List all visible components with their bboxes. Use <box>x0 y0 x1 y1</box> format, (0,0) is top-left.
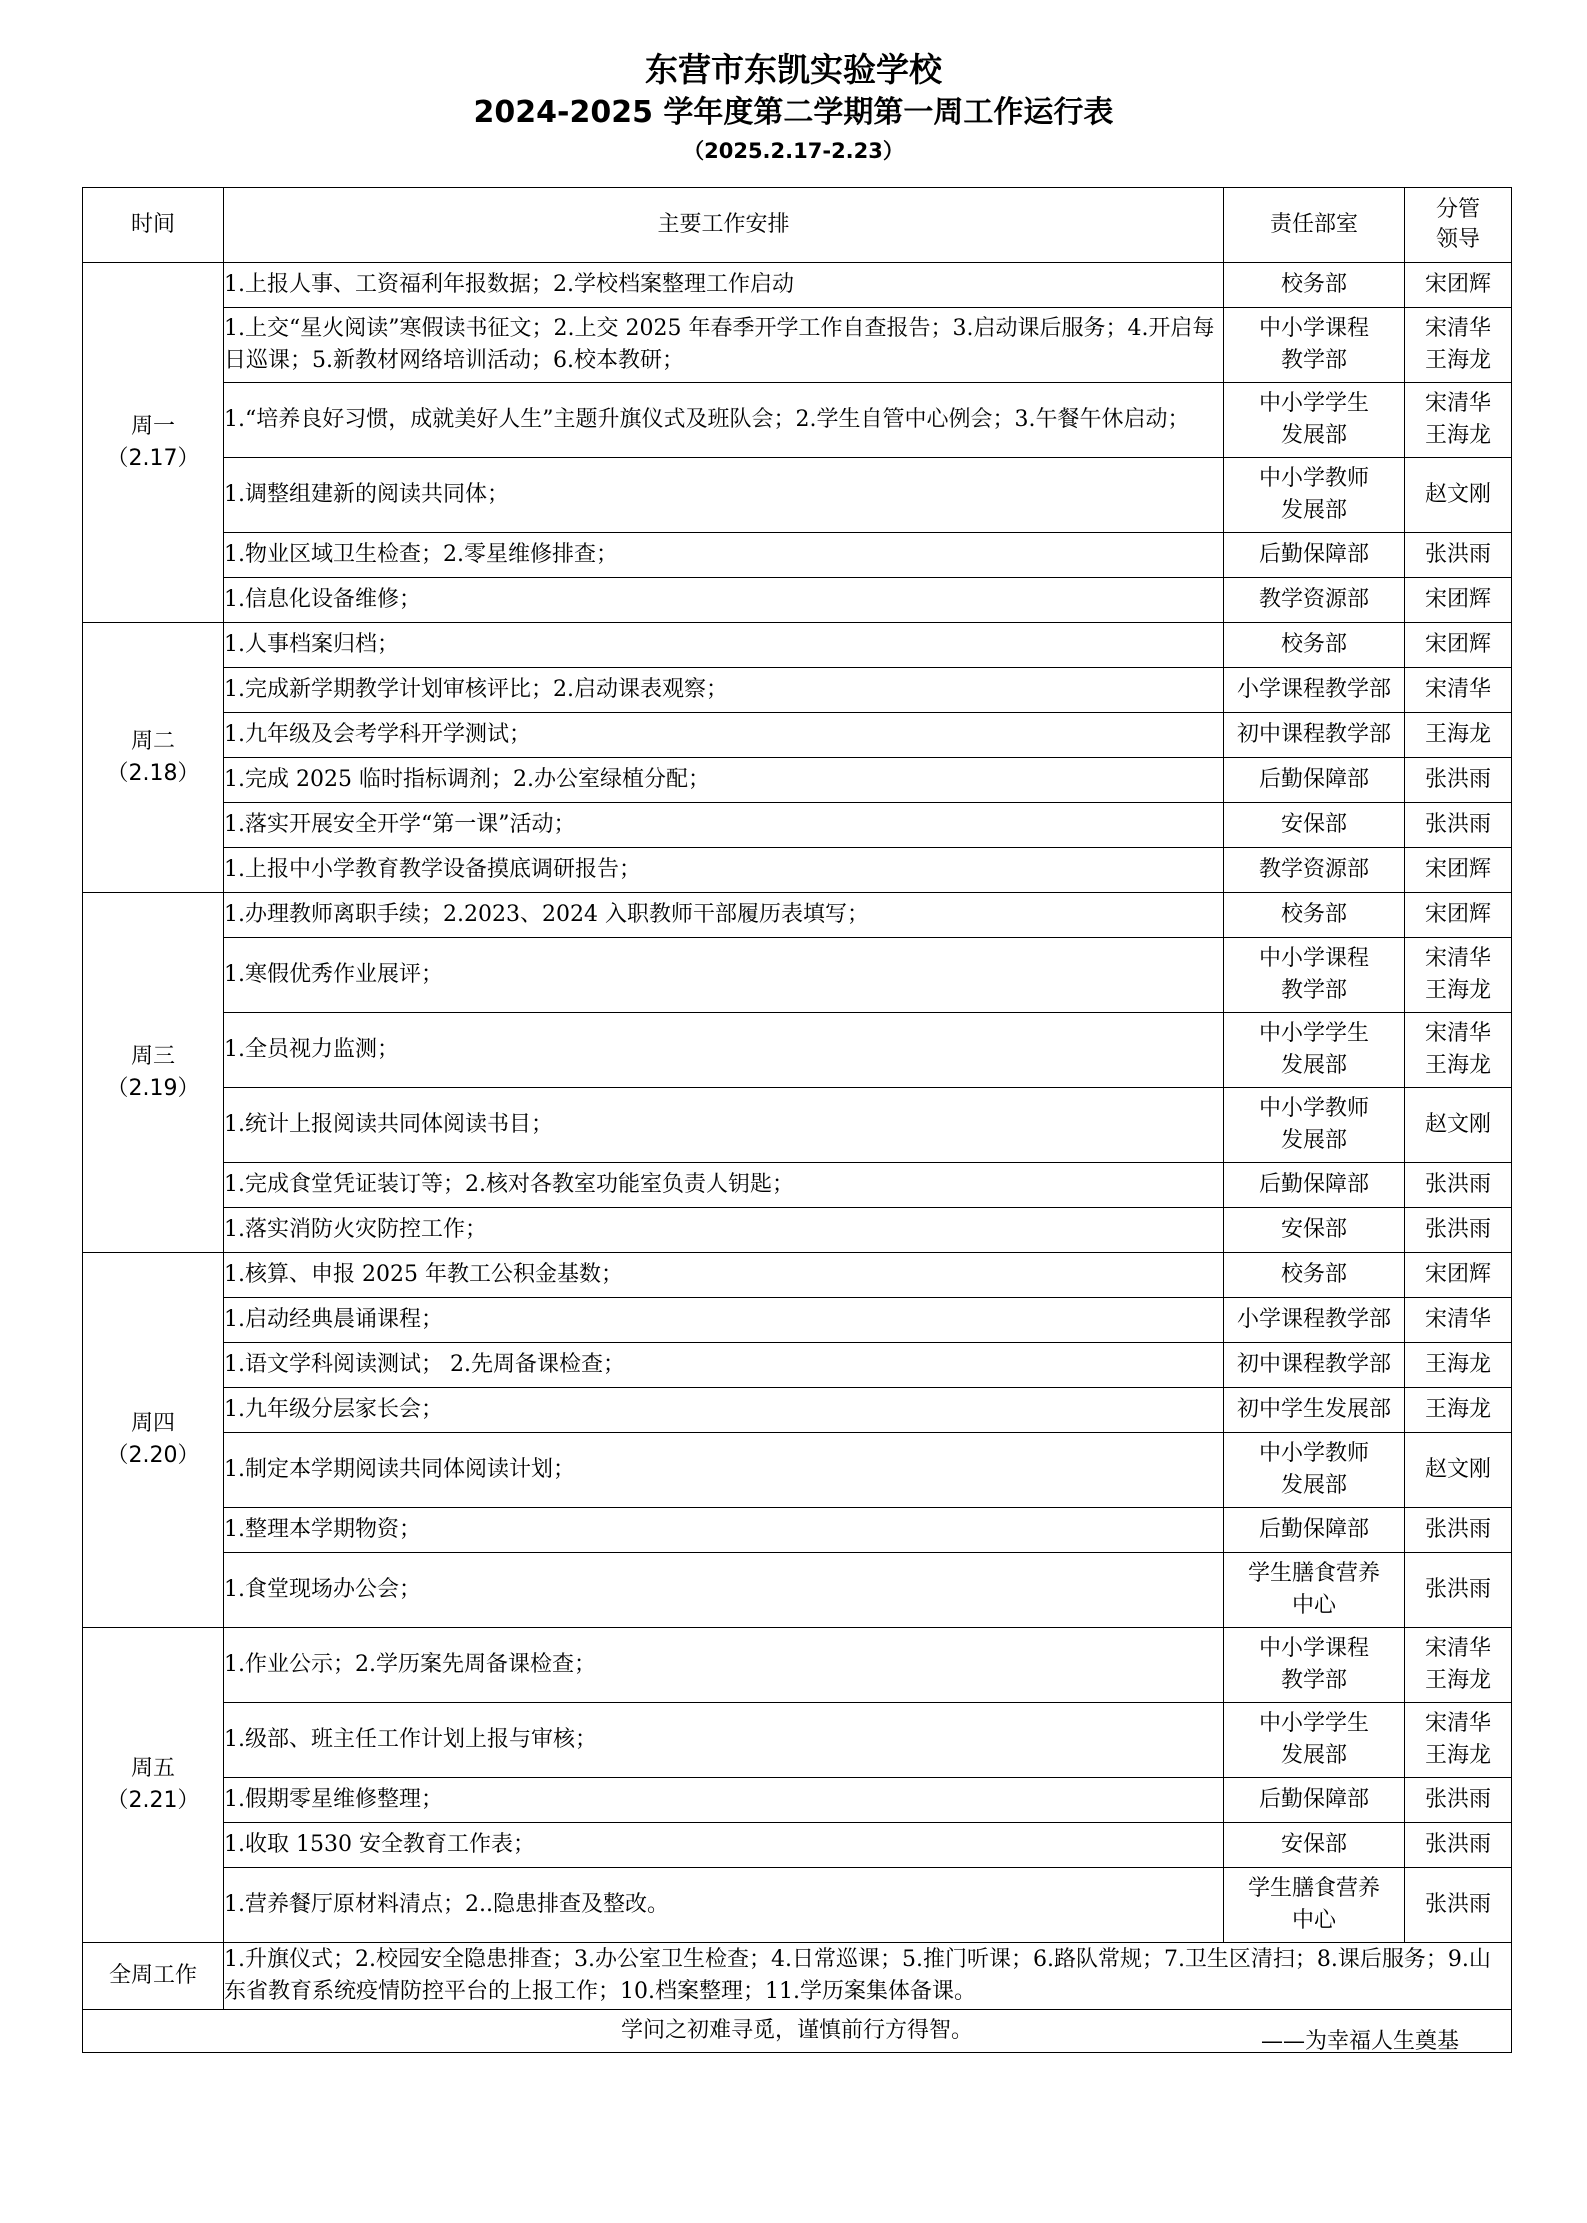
leader-name: 宋清华 <box>1424 391 1491 416</box>
leader-cell <box>1405 1703 1512 1778</box>
task-cell: 1.语文学科阅读测试； 2.先周备课检查； <box>224 1343 1224 1388</box>
col-header-leader <box>1405 188 1512 263</box>
dept-cell <box>1224 893 1405 938</box>
leader-cell <box>1405 893 1512 938</box>
task-cell: 1.启动经典晨诵课程； <box>224 1298 1224 1343</box>
leader-cell <box>1405 1823 1512 1868</box>
dept-text: 安保部 <box>1280 812 1347 837</box>
table-row <box>83 668 1512 713</box>
task-cell: 1.统计上报阅读共同体阅读书目； <box>224 1088 1224 1163</box>
dept-cell <box>1224 848 1405 893</box>
dept-cell <box>1224 758 1405 803</box>
table-row <box>83 893 1512 938</box>
dept-text: 中小学教师 <box>1258 466 1369 491</box>
task-cell: 1.完成食堂凭证装订等；2.核对各教室功能室负责人钥匙； <box>224 1163 1224 1208</box>
col-header-leader-line2: 领导 <box>1435 227 1480 252</box>
day-name: 周一 <box>130 413 175 439</box>
task-cell: 1.寒假优秀作业展评； <box>224 938 1224 1013</box>
dept-text: 教学资源部 <box>1258 857 1369 882</box>
leader-name: 宋清华 <box>1424 316 1491 341</box>
dept-text: 中小学学生 <box>1258 1711 1369 1736</box>
leader-cell <box>1405 383 1512 458</box>
leader-name: 张洪雨 <box>1424 542 1491 567</box>
day-date: （2.20） <box>106 1443 200 1468</box>
leader-name: 王海龙 <box>1424 423 1491 448</box>
dept-cell <box>1224 458 1405 533</box>
leader-name: 张洪雨 <box>1424 1892 1491 1917</box>
leader-cell <box>1405 1298 1512 1343</box>
leader-cell <box>1405 1163 1512 1208</box>
leader-name: 宋团辉 <box>1424 857 1491 882</box>
dept-text: 中小学学生 <box>1258 391 1369 416</box>
leader-cell <box>1405 308 1512 383</box>
leader-cell <box>1405 803 1512 848</box>
dept-cell <box>1224 1628 1405 1703</box>
table-row <box>83 1778 1512 1823</box>
dept-text: 发展部 <box>1280 1053 1347 1078</box>
day-date: （2.21） <box>106 1788 200 1813</box>
table-row <box>83 1823 1512 1868</box>
dept-text: 校务部 <box>1280 272 1347 297</box>
dept-text: 后勤保障部 <box>1258 1172 1369 1197</box>
table-row <box>83 1508 1512 1553</box>
leader-cell <box>1405 1778 1512 1823</box>
dept-text: 中心 <box>1291 1593 1336 1618</box>
leader-cell <box>1405 1868 1512 1943</box>
leader-name: 宋清华 <box>1424 1711 1491 1736</box>
col-header-tasks: 主要工作安排 <box>224 188 1224 263</box>
dept-text: 后勤保障部 <box>1258 1787 1369 1812</box>
dept-cell <box>1224 1388 1405 1433</box>
dept-text: 中小学课程 <box>1258 316 1369 341</box>
task-cell: 1.落实消防火灾防控工作； <box>224 1208 1224 1253</box>
motto: 学问之初难寻觅，谨慎前行方得智。 <box>83 2010 1512 2053</box>
header-row <box>83 188 1512 263</box>
leader-cell <box>1405 1628 1512 1703</box>
task-cell: 1.作业公示；2.学历案先周备课检查； <box>224 1628 1224 1703</box>
leader-cell <box>1405 1433 1512 1508</box>
dept-cell <box>1224 1208 1405 1253</box>
task-cell: 1.上报中小学教育教学设备摸底调研报告； <box>224 848 1224 893</box>
table-row <box>83 803 1512 848</box>
dept-text: 发展部 <box>1280 423 1347 448</box>
table-row <box>83 758 1512 803</box>
dept-cell <box>1224 1433 1405 1508</box>
leader-name: 赵文刚 <box>1424 1457 1491 1482</box>
task-cell: 1.上报人事、工资福利年报数据；2.学校档案整理工作启动 <box>224 263 1224 308</box>
leader-cell <box>1405 578 1512 623</box>
day-date: （2.19） <box>106 1075 200 1101</box>
dept-text: 教学部 <box>1280 348 1347 373</box>
leader-name: 张洪雨 <box>1424 1832 1491 1857</box>
date-range: （2025.2.17-2.23） <box>683 139 904 163</box>
leader-name: 宋团辉 <box>1424 587 1491 612</box>
table-row <box>83 533 1512 578</box>
dept-cell <box>1224 1703 1405 1778</box>
leader-name: 王海龙 <box>1424 978 1491 1003</box>
table-row <box>83 383 1512 458</box>
task-cell: 1.人事档案归档； <box>224 623 1224 668</box>
day-name: 周五 <box>130 1756 175 1781</box>
table-row <box>83 1343 1512 1388</box>
dept-text: 安保部 <box>1280 1217 1347 1242</box>
task-cell: 1.整理本学期物资； <box>224 1508 1224 1553</box>
dept-cell <box>1224 578 1405 623</box>
dept-text: 学生膳食营养 <box>1247 1561 1380 1586</box>
table-row <box>83 578 1512 623</box>
leader-name: 宋团辉 <box>1424 1262 1491 1287</box>
leader-cell <box>1405 1343 1512 1388</box>
leader-name: 宋团辉 <box>1424 272 1491 297</box>
col-header-leader-line1: 分管 <box>1435 197 1480 222</box>
dept-text: 教学资源部 <box>1258 587 1369 612</box>
task-cell: 1.九年级及会考学科开学测试； <box>224 713 1224 758</box>
dept-text: 校务部 <box>1280 902 1347 927</box>
leader-cell <box>1405 1388 1512 1433</box>
dept-text: 中小学课程 <box>1258 1636 1369 1661</box>
table-row <box>83 848 1512 893</box>
task-cell: 1.假期零星维修整理； <box>224 1778 1224 1823</box>
dept-text: 后勤保障部 <box>1258 542 1369 567</box>
dept-text: 后勤保障部 <box>1258 1517 1369 1542</box>
leader-cell <box>1405 533 1512 578</box>
dept-cell <box>1224 1343 1405 1388</box>
dept-cell <box>1224 623 1405 668</box>
task-cell: 1.制定本学期阅读共同体阅读计划； <box>224 1433 1224 1508</box>
task-cell: 1.级部、班主任工作计划上报与审核； <box>224 1703 1224 1778</box>
task-cell: 1.九年级分层家长会； <box>224 1388 1224 1433</box>
table-row <box>83 1433 1512 1508</box>
dept-text: 教学部 <box>1280 1668 1347 1693</box>
leader-name: 宋团辉 <box>1424 632 1491 657</box>
task-cell: 1.信息化设备维修； <box>224 578 1224 623</box>
leader-name: 王海龙 <box>1424 1352 1491 1377</box>
leader-cell <box>1405 1253 1512 1298</box>
task-cell: 1.“培养良好习惯，成就美好人生”主题升旗仪式及班队会；2.学生自管中心例会；3.午餐午休启动； <box>224 383 1224 458</box>
dept-text: 后勤保障部 <box>1258 767 1369 792</box>
dept-text: 中小学教师 <box>1258 1096 1369 1121</box>
leader-name: 宋团辉 <box>1424 902 1491 927</box>
leader-cell <box>1405 1553 1512 1628</box>
dept-cell <box>1224 1088 1405 1163</box>
schedule-table <box>82 187 1512 2053</box>
dept-cell <box>1224 1778 1405 1823</box>
dept-cell <box>1224 668 1405 713</box>
dept-cell <box>1224 1553 1405 1628</box>
table-row <box>83 1628 1512 1703</box>
day-cell <box>83 623 224 893</box>
task-cell: 1.物业区域卫生检查；2.零星维修排查； <box>224 533 1224 578</box>
leader-name: 赵文刚 <box>1424 482 1491 507</box>
leader-name: 王海龙 <box>1424 1053 1491 1078</box>
leader-cell <box>1405 1088 1512 1163</box>
col-header-time: 时间 <box>83 188 224 263</box>
leader-name: 宋清华 <box>1424 1021 1491 1046</box>
leader-name: 王海龙 <box>1424 1668 1491 1693</box>
leader-name: 王海龙 <box>1424 348 1491 373</box>
task-cell: 1.食堂现场办公会； <box>224 1553 1224 1628</box>
dept-cell <box>1224 263 1405 308</box>
dept-text: 初中课程教学部 <box>1236 722 1391 747</box>
dept-text: 小学课程教学部 <box>1236 1307 1391 1332</box>
leader-cell <box>1405 1508 1512 1553</box>
table-row <box>83 1868 1512 1943</box>
day-date: （2.18） <box>106 760 200 786</box>
day-cell <box>83 263 224 623</box>
table-row <box>83 1703 1512 1778</box>
leader-name: 王海龙 <box>1424 722 1491 747</box>
table-row <box>83 1553 1512 1628</box>
document-header <box>0 48 1587 168</box>
dept-text: 发展部 <box>1280 1473 1347 1498</box>
leader-cell <box>1405 1208 1512 1253</box>
table-row <box>83 1388 1512 1433</box>
leader-cell <box>1405 668 1512 713</box>
task-cell: 1.收取 1530 安全教育工作表； <box>224 1823 1224 1868</box>
dept-text: 初中课程教学部 <box>1236 1352 1391 1377</box>
leader-name: 张洪雨 <box>1424 1577 1491 1602</box>
dept-text: 发展部 <box>1280 1743 1347 1768</box>
leader-name: 王海龙 <box>1424 1743 1491 1768</box>
leader-cell <box>1405 623 1512 668</box>
dept-text: 校务部 <box>1280 1262 1347 1287</box>
table-row <box>83 938 1512 1013</box>
dept-text: 中小学教师 <box>1258 1441 1369 1466</box>
leader-name: 宋清华 <box>1424 1307 1491 1332</box>
dept-cell <box>1224 1298 1405 1343</box>
leader-cell <box>1405 1013 1512 1088</box>
dept-cell <box>1224 1013 1405 1088</box>
dept-cell <box>1224 1823 1405 1868</box>
day-cell <box>83 1253 224 1628</box>
day-name: 周二 <box>130 728 175 754</box>
day-name: 周三 <box>130 1043 175 1069</box>
dept-text: 中小学学生 <box>1258 1021 1369 1046</box>
leader-name: 张洪雨 <box>1424 812 1491 837</box>
task-cell: 1.办理教师离职手续；2.2023、2024 入职教师干部履历表填写； <box>224 893 1224 938</box>
leader-name: 张洪雨 <box>1424 1217 1491 1242</box>
task-cell: 1.落实开展安全开学“第一课”活动； <box>224 803 1224 848</box>
leader-name: 赵文刚 <box>1424 1112 1491 1137</box>
table-row <box>83 1208 1512 1253</box>
leader-name: 张洪雨 <box>1424 1787 1491 1812</box>
task-cell: 1.营养餐厅原材料清点；2..隐患排查及整改。 <box>224 1868 1224 1943</box>
school-name: 东营市东凯实验学校 <box>645 50 942 89</box>
task-cell: 1.全员视力监测； <box>224 1013 1224 1088</box>
leader-cell <box>1405 848 1512 893</box>
dept-text: 安保部 <box>1280 1832 1347 1857</box>
week-label: 全周工作 <box>83 1943 224 2010</box>
leader-name: 宋清华 <box>1424 1636 1491 1661</box>
leader-name: 宋清华 <box>1424 946 1491 971</box>
dept-cell <box>1224 803 1405 848</box>
week-row <box>83 1943 1512 2010</box>
leader-cell <box>1405 758 1512 803</box>
dept-cell <box>1224 1253 1405 1298</box>
table-row <box>83 1298 1512 1343</box>
task-cell: 1.完成 2025 临时指标调剂；2.办公室绿植分配； <box>224 758 1224 803</box>
dept-cell <box>1224 383 1405 458</box>
leader-name: 张洪雨 <box>1424 1172 1491 1197</box>
dept-text: 校务部 <box>1280 632 1347 657</box>
leader-cell <box>1405 458 1512 533</box>
table-row <box>83 1253 1512 1298</box>
dept-cell <box>1224 533 1405 578</box>
dept-text: 学生膳食营养 <box>1247 1876 1380 1901</box>
table-row <box>83 1088 1512 1163</box>
table-row <box>83 623 1512 668</box>
table-row <box>83 458 1512 533</box>
dept-cell <box>1224 713 1405 758</box>
dept-cell <box>1224 938 1405 1013</box>
dept-text: 小学课程教学部 <box>1236 677 1391 702</box>
dept-cell <box>1224 308 1405 383</box>
dept-text: 中心 <box>1291 1908 1336 1933</box>
leader-name: 王海龙 <box>1424 1397 1491 1422</box>
dept-text: 中小学课程 <box>1258 946 1369 971</box>
task-cell: 1.调整组建新的阅读共同体； <box>224 458 1224 533</box>
table-row <box>83 308 1512 383</box>
day-cell <box>83 893 224 1253</box>
dept-text: 发展部 <box>1280 498 1347 523</box>
day-cell <box>83 1628 224 1943</box>
document-title: 2024-2025 学年度第二学期第一周工作运行表 <box>473 95 1114 130</box>
dept-text: 发展部 <box>1280 1128 1347 1153</box>
task-cell: 1.上交“星火阅读”寒假读书征文；2.上交 2025 年春季开学工作自查报告；3.启动课后服务；4.开启每日巡课；5.新教材网络培训活动；6.校本教研； <box>224 308 1224 383</box>
task-cell: 1.完成新学期教学计划审核评比；2.启动课表观察； <box>224 668 1224 713</box>
task-cell: 1.核算、申报 2025 年教工公积金基数； <box>224 1253 1224 1298</box>
leader-name: 张洪雨 <box>1424 767 1491 792</box>
week-task: 1.升旗仪式；2.校园安全隐患排查；3.办公室卫生检查；4.日常巡课；5.推门听课；6.路队常规；7.卫生区清扫；8.课后服务；9.山东省教育系统疫情防控平台的上报工作；10.档案整理；11.学历案集体备课。 <box>224 1943 1512 2010</box>
dept-cell <box>1224 1868 1405 1943</box>
table-row <box>83 1163 1512 1208</box>
dept-text: 初中学生发展部 <box>1236 1397 1391 1422</box>
dept-cell <box>1224 1163 1405 1208</box>
table-row <box>83 263 1512 308</box>
leader-name: 宋清华 <box>1424 677 1491 702</box>
leader-cell <box>1405 263 1512 308</box>
col-header-dept: 责任部室 <box>1224 188 1405 263</box>
footer-slogan: ——为幸福人生奠基 <box>1260 2029 1459 2054</box>
day-date: （2.17） <box>106 445 200 471</box>
dept-cell <box>1224 1508 1405 1553</box>
leader-cell <box>1405 713 1512 758</box>
table-row <box>83 1013 1512 1088</box>
leader-cell <box>1405 938 1512 1013</box>
table-row <box>83 713 1512 758</box>
day-name: 周四 <box>130 1411 175 1436</box>
leader-name: 张洪雨 <box>1424 1517 1491 1542</box>
dept-text: 教学部 <box>1280 978 1347 1003</box>
